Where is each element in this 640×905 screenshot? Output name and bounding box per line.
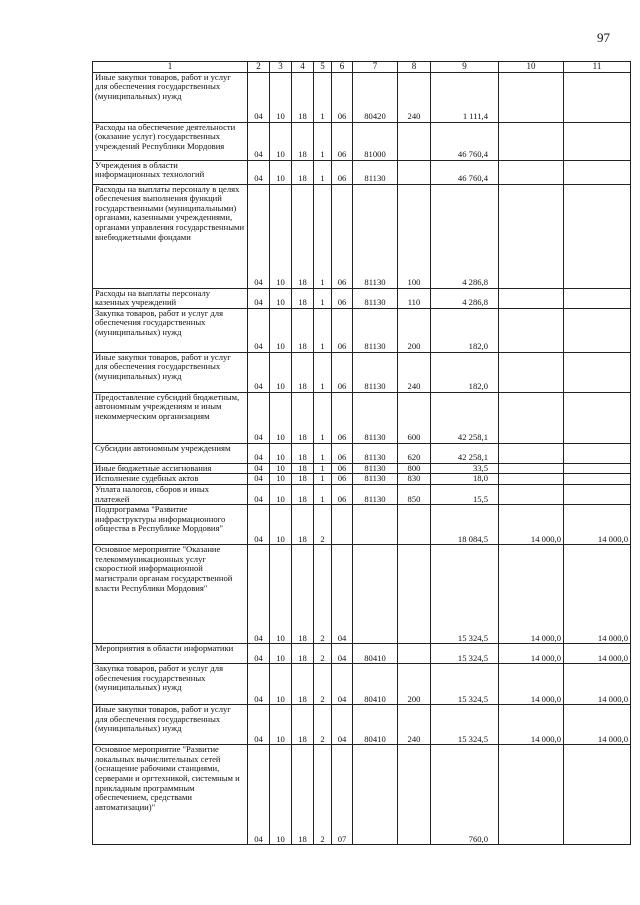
cell-subprogram: 1 (314, 122, 332, 160)
table-row (93, 184, 631, 288)
table-row (93, 644, 631, 664)
cell-amount-year3 (564, 308, 631, 352)
cell-program: 18 (292, 308, 314, 352)
table-row (93, 463, 631, 474)
cell-program: 18 (292, 474, 314, 485)
cell-amount-year3 (564, 474, 631, 485)
table-row (93, 545, 631, 644)
cell-amount-year1: 42 258,1 (431, 392, 499, 443)
cell-subsection: 10 (270, 392, 292, 443)
cell-amount-year2 (499, 443, 564, 463)
cell-event: 04 (332, 644, 353, 664)
cell-expense-type: 620 (398, 443, 431, 463)
cell-direction (353, 545, 398, 644)
row-description: Иные закупки товаров, работ и услуг для обеспечения государственных (муниципальных) нужд (93, 705, 248, 745)
row-description: Закупка товаров, работ и услуг для обеспечения государственных (муниципальных) нужд (93, 664, 248, 705)
row-description: Подпрограмма "Развитие инфраструктуры информационного общества в Республике Мордовия" (93, 505, 248, 545)
cell-subsection: 10 (270, 352, 292, 392)
cell-section: 04 (248, 288, 270, 308)
table-row (93, 745, 631, 845)
cell-section: 04 (248, 644, 270, 664)
cell-subprogram: 1 (314, 463, 332, 474)
table-row (93, 705, 631, 745)
cell-subprogram: 2 (314, 644, 332, 664)
cell-amount-year3: 14 000,0 (564, 644, 631, 664)
cell-amount-year2 (499, 288, 564, 308)
row-description: Расходы на обеспечение деятельности (оказание услуг) государственных учреждений Республики Мордовия (93, 122, 248, 160)
cell-program: 18 (292, 288, 314, 308)
cell-subprogram: 1 (314, 308, 332, 352)
cell-event: 04 (332, 705, 353, 745)
cell-direction: 80410 (353, 664, 398, 705)
table-row (93, 484, 631, 504)
cell-expense-type: 240 (398, 705, 431, 745)
column-header: 4 (292, 62, 314, 73)
cell-program: 18 (292, 484, 314, 504)
column-header: 3 (270, 62, 292, 73)
cell-section: 04 (248, 474, 270, 485)
cell-event: 06 (332, 474, 353, 485)
cell-subsection: 10 (270, 484, 292, 504)
cell-amount-year3 (564, 484, 631, 504)
column-header: 8 (398, 62, 431, 73)
cell-amount-year2: 14 000,0 (499, 545, 564, 644)
cell-subsection: 10 (270, 288, 292, 308)
cell-subprogram: 1 (314, 443, 332, 463)
cell-event: 04 (332, 664, 353, 705)
cell-expense-type (398, 644, 431, 664)
cell-program: 18 (292, 463, 314, 474)
row-description: Закупка товаров, работ и услуг для обеспечения государственных (муниципальных) нужд (93, 308, 248, 352)
cell-direction: 81130 (353, 392, 398, 443)
cell-amount-year1: 4 286,8 (431, 288, 499, 308)
cell-amount-year3 (564, 745, 631, 845)
cell-program: 18 (292, 664, 314, 705)
row-description: Основное мероприятие "Развитие локальных вычислительных сетей (оснащение рабочими станциями, серверами и оргтехникой, системным и прикладным программным обеспечением, средствами автоматизации)" (93, 745, 248, 845)
cell-amount-year3: 14 000,0 (564, 664, 631, 705)
cell-expense-type: 600 (398, 392, 431, 443)
cell-amount-year3 (564, 160, 631, 184)
cell-subsection: 10 (270, 664, 292, 705)
table-row (93, 505, 631, 545)
cell-amount-year2: 14 000,0 (499, 664, 564, 705)
cell-amount-year3: 14 000,0 (564, 705, 631, 745)
cell-expense-type (398, 545, 431, 644)
cell-amount-year3 (564, 122, 631, 160)
cell-program: 18 (292, 545, 314, 644)
cell-section: 04 (248, 160, 270, 184)
cell-section: 04 (248, 484, 270, 504)
cell-direction: 81000 (353, 122, 398, 160)
cell-subprogram: 1 (314, 474, 332, 485)
cell-program: 18 (292, 160, 314, 184)
cell-subprogram: 1 (314, 288, 332, 308)
cell-section: 04 (248, 545, 270, 644)
cell-program: 18 (292, 745, 314, 845)
cell-subsection: 10 (270, 308, 292, 352)
row-description: Учреждения в области информационных технологий (93, 160, 248, 184)
cell-expense-type: 200 (398, 664, 431, 705)
cell-program: 18 (292, 184, 314, 288)
cell-expense-type: 240 (398, 72, 431, 122)
row-description: Уплата налогов, сборов и иных платежей (93, 484, 248, 504)
cell-amount-year2 (499, 308, 564, 352)
cell-amount-year1: 182,0 (431, 352, 499, 392)
cell-subprogram: 1 (314, 184, 332, 288)
row-description: Расходы на выплаты персоналу казенных учреждений (93, 288, 248, 308)
cell-subprogram: 1 (314, 352, 332, 392)
row-description: Иные закупки товаров, работ и услуг для обеспечения государственных (муниципальных) нужд (93, 72, 248, 122)
table-row (93, 122, 631, 160)
cell-subsection: 10 (270, 745, 292, 845)
column-header: 10 (499, 62, 564, 73)
cell-amount-year1: 18 084,5 (431, 505, 499, 545)
cell-event: 06 (332, 122, 353, 160)
cell-event: 06 (332, 288, 353, 308)
page-number: 97 (597, 30, 610, 45)
cell-expense-type: 100 (398, 184, 431, 288)
row-description: Основное мероприятие "Оказание телекоммуникационных услуг скоростной информационной магистрали органам государственной власти Республики Мордовия" (93, 545, 248, 644)
cell-subsection: 10 (270, 474, 292, 485)
table-row (93, 443, 631, 463)
row-description: Расходы на выплаты персоналу в целях обеспечения выполнения функций государственными (муниципальными) органами, казенными учреждениями, органами управления государственными внебюджетными фондами (93, 184, 248, 288)
cell-subprogram: 2 (314, 545, 332, 644)
cell-subsection: 10 (270, 505, 292, 545)
cell-program: 18 (292, 392, 314, 443)
cell-amount-year2 (499, 72, 564, 122)
cell-amount-year2: 14 000,0 (499, 644, 564, 664)
cell-direction: 81130 (353, 474, 398, 485)
cell-expense-type: 850 (398, 484, 431, 504)
row-description: Иные бюджетные ассигнования (93, 463, 248, 474)
cell-amount-year1: 182,0 (431, 308, 499, 352)
cell-amount-year1: 1 111,4 (431, 72, 499, 122)
cell-amount-year3 (564, 392, 631, 443)
column-header: 1 (93, 62, 248, 73)
cell-section: 04 (248, 122, 270, 160)
table-row (93, 72, 631, 122)
cell-amount-year3 (564, 352, 631, 392)
cell-direction: 80410 (353, 644, 398, 664)
cell-amount-year1: 15 324,5 (431, 545, 499, 644)
cell-subsection: 10 (270, 545, 292, 644)
cell-subprogram: 2 (314, 505, 332, 545)
cell-amount-year2 (499, 392, 564, 443)
row-description: Предоставление субсидий бюджетным, автономным учреждениям и иным некоммерческим организациям (93, 392, 248, 443)
cell-subsection: 10 (270, 644, 292, 664)
cell-expense-type (398, 505, 431, 545)
cell-subsection: 10 (270, 160, 292, 184)
cell-program: 18 (292, 352, 314, 392)
table-row (93, 308, 631, 352)
cell-subprogram: 2 (314, 745, 332, 845)
cell-direction: 80410 (353, 705, 398, 745)
cell-event: 06 (332, 160, 353, 184)
column-header: 5 (314, 62, 332, 73)
cell-event: 06 (332, 352, 353, 392)
table-row (93, 392, 631, 443)
cell-amount-year2 (499, 474, 564, 485)
column-header: 11 (564, 62, 631, 73)
cell-amount-year3 (564, 443, 631, 463)
table-row (93, 288, 631, 308)
cell-expense-type: 240 (398, 352, 431, 392)
cell-section: 04 (248, 352, 270, 392)
cell-subsection: 10 (270, 122, 292, 160)
cell-program: 18 (292, 705, 314, 745)
cell-subprogram: 1 (314, 392, 332, 443)
cell-subsection: 10 (270, 463, 292, 474)
cell-program: 18 (292, 505, 314, 545)
cell-subsection: 10 (270, 184, 292, 288)
cell-direction (353, 505, 398, 545)
cell-amount-year2 (499, 352, 564, 392)
cell-amount-year2 (499, 745, 564, 845)
column-header: 7 (353, 62, 398, 73)
cell-subsection: 10 (270, 705, 292, 745)
column-header: 9 (431, 62, 499, 73)
cell-amount-year1: 42 258,1 (431, 443, 499, 463)
cell-amount-year1: 18,0 (431, 474, 499, 485)
cell-subprogram: 1 (314, 160, 332, 184)
cell-amount-year1: 46 760,4 (431, 122, 499, 160)
cell-expense-type: 110 (398, 288, 431, 308)
cell-event: 06 (332, 184, 353, 288)
cell-expense-type: 800 (398, 463, 431, 474)
budget-table (92, 61, 631, 845)
row-description: Субсидии автономным учреждениям (93, 443, 248, 463)
cell-amount-year2 (499, 160, 564, 184)
cell-direction: 81130 (353, 484, 398, 504)
cell-amount-year2 (499, 463, 564, 474)
cell-direction: 81130 (353, 160, 398, 184)
table-row (93, 474, 631, 485)
cell-program: 18 (292, 72, 314, 122)
table-row (93, 160, 631, 184)
cell-amount-year1: 4 286,8 (431, 184, 499, 288)
cell-event (332, 505, 353, 545)
row-description: Иные закупки товаров, работ и услуг для обеспечения государственных (муниципальных) нужд (93, 352, 248, 392)
cell-amount-year1: 15 324,5 (431, 705, 499, 745)
table-row (93, 664, 631, 705)
cell-amount-year2 (499, 122, 564, 160)
cell-direction: 81130 (353, 443, 398, 463)
cell-section: 04 (248, 184, 270, 288)
cell-amount-year1: 33,5 (431, 463, 499, 474)
cell-expense-type: 200 (398, 308, 431, 352)
cell-event: 06 (332, 72, 353, 122)
cell-expense-type (398, 160, 431, 184)
cell-event: 06 (332, 308, 353, 352)
cell-subprogram: 2 (314, 705, 332, 745)
cell-section: 04 (248, 745, 270, 845)
cell-subsection: 10 (270, 72, 292, 122)
cell-subprogram: 1 (314, 484, 332, 504)
table-row (93, 352, 631, 392)
cell-direction: 81130 (353, 463, 398, 474)
column-header: 2 (248, 62, 270, 73)
cell-amount-year1: 15 324,5 (431, 664, 499, 705)
cell-section: 04 (248, 72, 270, 122)
cell-amount-year1: 15,5 (431, 484, 499, 504)
cell-amount-year2 (499, 184, 564, 288)
cell-expense-type (398, 122, 431, 160)
column-header: 6 (332, 62, 353, 73)
cell-event: 06 (332, 484, 353, 504)
cell-amount-year3: 14 000,0 (564, 505, 631, 545)
cell-amount-year2 (499, 484, 564, 504)
cell-subprogram: 1 (314, 72, 332, 122)
cell-amount-year3: 14 000,0 (564, 545, 631, 644)
cell-direction: 81130 (353, 352, 398, 392)
cell-amount-year3 (564, 288, 631, 308)
cell-subsection: 10 (270, 443, 292, 463)
cell-amount-year1: 15 324,5 (431, 644, 499, 664)
cell-event: 06 (332, 392, 353, 443)
cell-amount-year1: 760,0 (431, 745, 499, 845)
cell-section: 04 (248, 664, 270, 705)
row-description: Исполнение судебных актов (93, 474, 248, 485)
cell-event: 06 (332, 443, 353, 463)
cell-expense-type: 830 (398, 474, 431, 485)
cell-direction (353, 745, 398, 845)
cell-program: 18 (292, 443, 314, 463)
cell-amount-year2: 14 000,0 (499, 505, 564, 545)
cell-section: 04 (248, 463, 270, 474)
cell-amount-year3 (564, 72, 631, 122)
cell-section: 04 (248, 443, 270, 463)
cell-expense-type (398, 745, 431, 845)
table-body (93, 72, 631, 845)
cell-amount-year3 (564, 184, 631, 288)
cell-event: 07 (332, 745, 353, 845)
cell-section: 04 (248, 392, 270, 443)
cell-program: 18 (292, 122, 314, 160)
cell-event: 06 (332, 463, 353, 474)
header-row (93, 62, 631, 73)
cell-amount-year2: 14 000,0 (499, 705, 564, 745)
cell-direction: 80420 (353, 72, 398, 122)
cell-section: 04 (248, 308, 270, 352)
cell-subprogram: 2 (314, 664, 332, 705)
cell-direction: 81130 (353, 184, 398, 288)
cell-event: 04 (332, 545, 353, 644)
cell-section: 04 (248, 505, 270, 545)
cell-amount-year1: 46 760,4 (431, 160, 499, 184)
cell-section: 04 (248, 705, 270, 745)
row-description: Мероприятия в области информатики (93, 644, 248, 664)
cell-amount-year3 (564, 463, 631, 474)
cell-direction: 81130 (353, 308, 398, 352)
cell-program: 18 (292, 644, 314, 664)
cell-direction: 81130 (353, 288, 398, 308)
